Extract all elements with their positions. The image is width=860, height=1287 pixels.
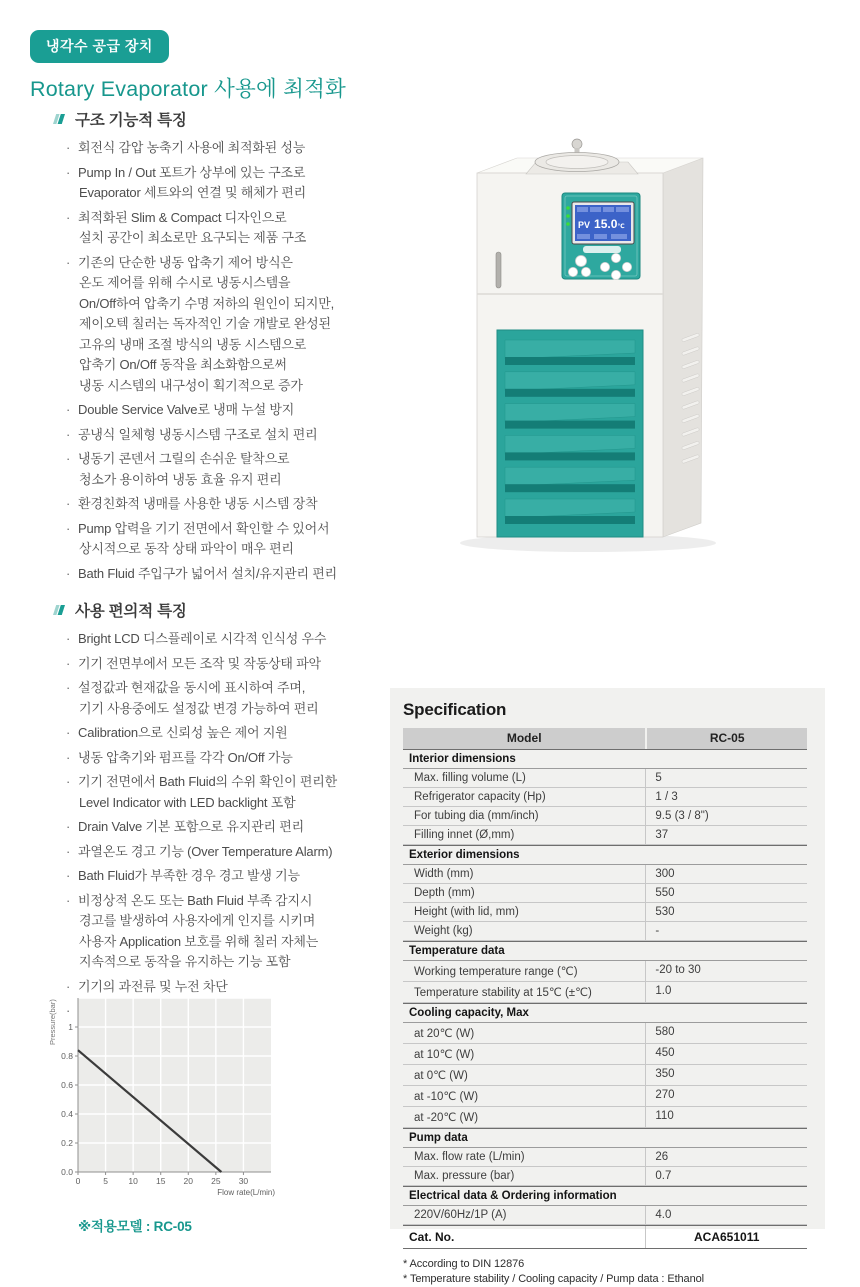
feature-text: 회전식 감압 농축기 사용에 최적화된 성능	[78, 140, 306, 155]
feature-item-list	[30, 138, 460, 584]
feature-section-header	[52, 108, 460, 130]
feature-text: 청소가 용이하여 냉동 효율 유지 편리	[79, 471, 282, 487]
section-marker-icon	[52, 603, 66, 617]
feature-text: 온도 제어를 위해 수시로 냉동시스템을	[79, 275, 291, 290]
feature-text: 기기 전면부에서 모든 조작 및 작동상태 파악	[78, 655, 321, 671]
feature-text: Bright LCD 디스플레이로 시각적 인식성 우수	[78, 631, 327, 646]
panel-button	[581, 267, 590, 276]
svg-text:0: 0	[75, 1176, 81, 1186]
spec-row-label: Max. pressure (bar)	[414, 1170, 515, 1182]
bullet-dot: ·	[66, 631, 71, 646]
feature-text: 고유의 냉매 조절 방식의 냉동 시스템으로	[79, 336, 307, 352]
bullet-dot: ·	[66, 140, 71, 155]
feature-text: 기기 전면에서 Bath Fluid의 수위 확인이 편리한	[78, 774, 337, 789]
feature-line	[78, 314, 460, 335]
feature-text: 비정상적 온도 또는 Bath Fluid 부족 감지시	[78, 892, 313, 908]
lcd-softkey	[590, 207, 601, 212]
feature-line	[66, 138, 460, 159]
feature-text: On/Off하여 압축기 수명 저하의 원인이 되지만,	[79, 295, 335, 311]
spec-row-value: 1 / 3	[645, 788, 807, 806]
feature-item	[66, 629, 460, 650]
feature-text: 냉동 압축기와 펌프를 각각 On/Off 가능	[78, 749, 293, 765]
feature-item	[66, 654, 460, 675]
lcd-softkey	[616, 207, 629, 212]
feature-text: 상시적으로 동작 상태 파악이 매우 편리	[79, 541, 294, 556]
feature-line	[78, 335, 460, 356]
bullet-dot: ·	[66, 725, 71, 740]
spec-data-row	[403, 884, 807, 903]
spec-data-row	[403, 1167, 807, 1186]
bath-lid-inner	[546, 156, 608, 169]
spec-data-row	[403, 1023, 807, 1044]
spec-row-value: 1.0	[645, 982, 807, 1002]
bullet-dot: ·	[66, 209, 71, 225]
spec-row-label: Refrigerator capacity (Hp)	[414, 791, 546, 803]
spec-table	[403, 728, 807, 1249]
feature-item	[66, 449, 460, 490]
feature-text: 기존의 단순한 냉동 압축기 제어 방식은	[78, 254, 293, 270]
feature-text: 설정값과 현재값을 동시에 표시하여 주며,	[78, 680, 306, 695]
feature-text: Bath Fluid 주입구가 넓어서 설치/유지관리 편리	[78, 565, 337, 581]
svg-text:Pressure(bar): Pressure(bar)	[48, 999, 57, 1045]
feature-text: 지속적으로 동작을 유지하는 기능 포함	[79, 954, 291, 969]
feature-text: 기기 사용중에도 설정값 변경 가능하여 편리	[79, 700, 319, 716]
spec-row-label: at 10℃ (W)	[414, 1049, 475, 1061]
bullet-dot: ·	[66, 655, 71, 671]
spec-row-value: 110	[645, 1107, 807, 1127]
feature-line	[66, 494, 460, 515]
bullet-dot: ·	[66, 565, 71, 581]
feature-text: Level Indicator with LED backlight 포함	[79, 794, 296, 810]
feature-text: Calibration으로 신뢰성 높은 제어 지원	[78, 725, 288, 740]
lid-knob	[572, 139, 582, 149]
feature-line	[66, 519, 460, 540]
spec-row-label: Filling innet (Ø,mm)	[414, 829, 515, 841]
bullet-dot: ·	[66, 774, 71, 789]
bullet-dot: ·	[66, 1003, 71, 1018]
spec-title: Specification	[403, 700, 507, 719]
feature-text: 냉동 시스템의 내구성이 획기적으로 증가	[79, 377, 303, 393]
svg-text:20: 20	[183, 1176, 194, 1186]
feature-text: Evaporator 세트와의 연결 및 해체가 편리	[79, 185, 306, 200]
feature-item	[66, 494, 460, 515]
feature-line	[78, 470, 460, 491]
spec-row-label: Weight (kg)	[414, 925, 473, 937]
spec-data-row	[403, 769, 807, 788]
bullet-dot: ·	[66, 164, 71, 180]
lcd-softkey	[603, 207, 614, 212]
spec-data-row	[403, 788, 807, 807]
spec-section-row: Exterior dimensions	[403, 845, 807, 865]
door-handle	[496, 252, 501, 288]
pump-curve-chart-svg	[42, 993, 314, 1205]
spec-row-value: 5	[645, 769, 807, 787]
feature-text: 경고를 발생하여 사용자에게 인지를 시키며	[79, 913, 316, 928]
svg-text:0.2: 0.2	[61, 1138, 73, 1148]
spec-section-row: Interior dimensions	[403, 749, 807, 769]
spec-data-row	[403, 961, 807, 982]
bullet-dot: ·	[66, 978, 71, 994]
svg-text:0.6: 0.6	[61, 1080, 73, 1090]
spec-row-label: Height (with lid, mm)	[414, 906, 519, 918]
panel-button-down	[611, 270, 620, 279]
spec-row-label: at 0℃ (W)	[414, 1070, 468, 1082]
spec-row-label: For tubing dia (mm/inch)	[414, 810, 539, 822]
bullet-dot: ·	[66, 451, 71, 466]
bullet-dot: ·	[66, 520, 71, 536]
spec-row-value: -20 to 30	[645, 961, 807, 981]
bullet-dot: ·	[66, 496, 71, 511]
svg-text:0.0: 0.0	[61, 1167, 73, 1177]
spec-row-value: 4.0	[645, 1206, 807, 1224]
spec-header-model: Model	[506, 731, 542, 745]
spec-data-row	[403, 903, 807, 922]
feature-text: 과열온도 경고 기능 (Over Temperature Alarm)	[78, 843, 333, 859]
feature-line	[78, 376, 460, 397]
svg-text:1: 1	[68, 1022, 73, 1032]
feature-text: 냉동기 콘덴서 그릴의 손쉬운 탈착으로	[78, 451, 290, 466]
spec-row-value: 0.7	[645, 1167, 807, 1185]
spec-row-label: 220V/60Hz/1P (A)	[414, 1209, 507, 1221]
bullet-dot: ·	[66, 402, 71, 417]
feature-item	[66, 519, 460, 560]
feature-line	[78, 228, 460, 249]
spec-data-row	[403, 1206, 807, 1225]
svg-text:0.8: 0.8	[61, 1051, 73, 1061]
bullet-dot: ·	[66, 819, 71, 834]
spec-row-value: 26	[645, 1148, 807, 1166]
spec-data-row	[403, 1086, 807, 1107]
spec-row-value: 300	[645, 865, 807, 883]
spec-header-value: RC-05	[645, 728, 807, 749]
svg-text:30: 30	[238, 1176, 249, 1186]
bullet-dot: ·	[66, 426, 71, 442]
section-marker-icon	[52, 112, 66, 126]
spec-row-value: 450	[645, 1044, 807, 1064]
feature-line	[78, 294, 460, 315]
pump-curve-chart	[42, 993, 332, 1235]
spec-row-value: 37	[645, 826, 807, 844]
svg-text:5: 5	[103, 1176, 108, 1186]
lcd-softkey	[577, 234, 590, 239]
status-led-3	[566, 222, 570, 226]
spec-data-row	[403, 1044, 807, 1065]
panel-button	[568, 267, 577, 276]
lcd-softkey	[577, 207, 588, 212]
lcd-text: PV 15.0℃	[578, 217, 625, 231]
panel-button-left	[600, 262, 609, 271]
svg-text:10: 10	[128, 1176, 138, 1186]
spec-data-row	[403, 826, 807, 845]
spec-data-row	[403, 982, 807, 1003]
bullet-dot: ·	[66, 749, 71, 765]
spec-row-value: 550	[645, 884, 807, 902]
feature-text: 사용자 Application 보호를 위해 칠러 자체는	[79, 933, 319, 949]
feature-item	[66, 400, 460, 421]
feature-item	[66, 163, 460, 204]
feature-line	[78, 355, 460, 376]
spec-section-row: Temperature data	[403, 941, 807, 961]
spec-row-value: 350	[645, 1065, 807, 1085]
panel-button	[576, 256, 587, 267]
spec-row-label: at -10℃ (W)	[414, 1091, 479, 1103]
lcd-softkey	[611, 234, 627, 239]
chart-caption: ※적용모델 : RC-05	[78, 1219, 192, 1234]
spec-footnote: * According to DIN 12876	[403, 1257, 525, 1270]
feature-section-header	[52, 599, 460, 621]
feature-line	[66, 654, 460, 675]
svg-text:0.4: 0.4	[61, 1109, 73, 1119]
spec-row-label: at 20℃ (W)	[414, 1028, 475, 1040]
lcd-softkey	[594, 234, 607, 239]
spec-data-row	[403, 865, 807, 884]
svg-text:Flow rate(L/min): Flow rate(L/min)	[217, 1188, 275, 1197]
bullet-dot: ·	[66, 843, 71, 859]
feature-text: 최적화된 Slim & Compact 디자인으로	[78, 209, 287, 225]
feature-item	[66, 138, 460, 159]
spec-row-value: -	[645, 922, 807, 940]
feature-line	[66, 629, 460, 650]
spec-footnote: * Temperature stability / Cooling capacity / Pump data : Ethanol	[403, 1272, 704, 1285]
panel-label-strip	[583, 246, 621, 253]
feature-item	[66, 425, 460, 446]
spec-row-label: Cat. No.	[409, 1229, 455, 1244]
status-led-2	[566, 214, 570, 218]
spec-header-row	[403, 728, 807, 749]
spec-row-label: Max. filling volume (L)	[414, 772, 526, 784]
status-led-1	[566, 206, 570, 210]
panel-button-right	[622, 262, 631, 271]
feature-line	[66, 208, 460, 229]
feature-line	[66, 449, 460, 470]
bullet-dot: ·	[66, 680, 71, 695]
feature-item	[66, 564, 460, 585]
feature-line	[78, 183, 460, 204]
feature-line	[66, 253, 460, 274]
feature-text: 기기의 과전류 및 누전 차단	[78, 978, 228, 994]
product-image	[450, 122, 810, 574]
spec-row-label: Width (mm)	[414, 868, 474, 880]
feature-text: Drain Valve 기본 포함으로 유지관리 편리	[78, 819, 304, 834]
bullet-dot: ·	[66, 892, 71, 908]
spec-section-row: Cooling capacity, Max	[403, 1003, 807, 1023]
spec-data-row	[403, 922, 807, 941]
feature-line	[66, 564, 460, 585]
section-title: 구조 기능적 특징	[75, 112, 187, 129]
spec-row-value: 580	[645, 1023, 807, 1043]
feature-text: Bath Fluid가 부족한 경우 경고 발생 기능	[78, 868, 300, 883]
svg-text:15: 15	[155, 1176, 166, 1186]
feature-line	[66, 425, 460, 446]
feature-line	[66, 400, 460, 421]
feature-text: 공냉식 일체형 냉동시스템 구조로 설치 편리	[78, 426, 318, 442]
feature-text: 제이오텍 칠러는 독자적인 기술 개발로 완성된	[79, 316, 331, 331]
spec-data-row	[403, 1107, 807, 1128]
feature-text: Pump In / Out 포트가 상부에 있는 구조로	[78, 164, 306, 180]
spec-row-label: Depth (mm)	[414, 887, 475, 899]
specification-panel	[390, 688, 825, 1285]
spec-data-row	[403, 1065, 807, 1086]
chiller-illustration	[450, 122, 810, 574]
spec-catno-row	[403, 1225, 807, 1249]
spec-data-row	[403, 807, 807, 826]
spec-row-value: 270	[645, 1086, 807, 1106]
spec-row-label: at -20℃ (W)	[414, 1112, 479, 1124]
spec-section-row: Electrical data & Ordering information	[403, 1186, 807, 1206]
bullet-dot: ·	[66, 254, 71, 270]
page-title: Rotary Evaporator 사용에 최적화	[30, 77, 347, 101]
panel-button-up	[611, 253, 620, 262]
feature-text: 압축기 On/Off 동작을 최소화함으로써	[79, 357, 287, 372]
feature-line	[78, 539, 460, 560]
svg-text:25: 25	[211, 1176, 221, 1186]
spec-row-value: 9.5 (3 / 8")	[645, 807, 807, 825]
feature-text: Double Service Valve로 냉매 누설 방지	[78, 402, 295, 417]
feature-item	[66, 208, 460, 249]
spec-section-row: Pump data	[403, 1128, 807, 1148]
section-title: 사용 편의적 특징	[75, 603, 187, 620]
spec-row-value: 530	[645, 903, 807, 921]
feature-line	[66, 163, 460, 184]
feature-text: 환경친화적 냉매를 사용한 냉동 시스템 장착	[78, 496, 318, 511]
spec-row-label: Working temperature range (℃)	[414, 966, 578, 978]
feature-line	[78, 273, 460, 294]
spec-footnotes	[403, 1257, 811, 1287]
feature-text: Pump 압력을 기기 전면에서 확인할 수 있어서	[78, 520, 330, 536]
feature-item	[66, 253, 460, 397]
bullet-dot: ·	[66, 868, 71, 883]
category-badge: 냉각수 공급 장치	[30, 30, 169, 63]
feature-text: 설치 공간이 최소로만 요구되는 제품 구조	[79, 230, 307, 245]
spec-row-value: ACA651011	[645, 1226, 807, 1248]
spec-row-label: Max. flow rate (L/min)	[414, 1151, 525, 1163]
spec-row-label: Temperature stability at 15℃ (±℃)	[414, 987, 592, 999]
spec-data-row	[403, 1148, 807, 1167]
